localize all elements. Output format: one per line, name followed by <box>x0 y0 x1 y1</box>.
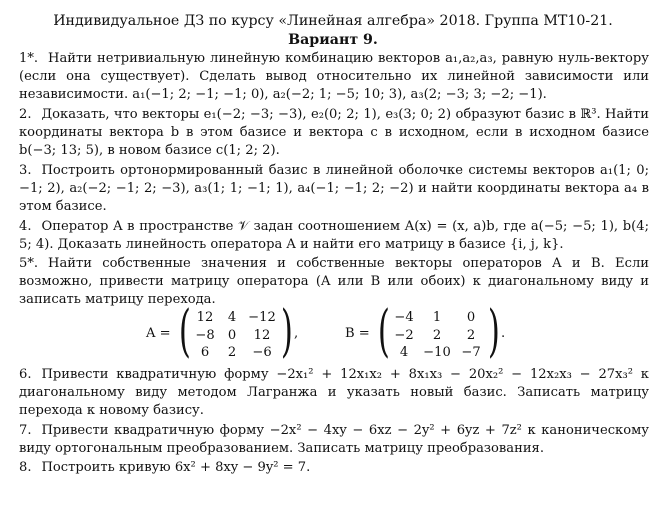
matrix-a-cell: 12 <box>253 327 271 343</box>
matrix-a-cell: 2 <box>227 345 237 360</box>
problem-2 <box>19 106 649 161</box>
right-paren: ) <box>280 299 293 364</box>
left-paren: ( <box>377 299 390 364</box>
matrices-block <box>0 299 666 364</box>
matrix-b-cell: −4 <box>394 310 414 325</box>
matrix-b-cell: −10 <box>423 345 451 360</box>
problem-text: Найти собственные значения и собственные векторы операторов A и B. Если возможно, привести матрицу оператора (A или B или обоих) к диагональному виду и записать матрицу перехода. <box>19 256 649 308</box>
problem-text: Привести квадратичную форму −2x² − 4xy − 6xz − 2y² + 6yz + 7z² к каноническому виду ортогональным преобразованием. Записать матрицу преобразования. <box>19 423 649 457</box>
matrix-a-cell: −12 <box>248 310 276 325</box>
problem-number: 8. <box>19 460 32 475</box>
problem-number: 4. <box>19 219 32 234</box>
right-paren: ) <box>487 299 500 364</box>
problem-1 <box>19 50 649 105</box>
problem-text: Построить ортонормированный базис в линейной оболочке системы векторов a₁(1; 0; −1; 2), a₂(−2; −1; 2; −3), a₃(1; 1; −1; 1), a₄(−1; −1; 2; −2) и найти координаты вектора a₄ в этом базисе. <box>19 163 649 215</box>
problem-number: 2. <box>19 107 32 122</box>
document-header: Индивидуальное ДЗ по курсу «Линейная алгебра» 2018. Группа МТ10-21. <box>53 13 613 29</box>
problem-8 <box>19 459 649 477</box>
matrix-b-cell: 1 <box>432 310 442 325</box>
matrix-a-cell: 4 <box>227 310 237 325</box>
matrix-b-label: B = <box>345 326 370 341</box>
matrix-a-grid <box>190 309 280 362</box>
matrix-a-cell: 0 <box>227 327 237 343</box>
matrix-b-cell: 2 <box>432 327 442 343</box>
matrix-a-cell: −6 <box>252 345 272 360</box>
matrix-b-cell: −7 <box>461 345 481 360</box>
variant-title: Вариант 9. <box>288 32 378 48</box>
matrix-b-cell: 0 <box>466 310 476 325</box>
problem-3 <box>19 162 649 217</box>
matrix-a-cell: 12 <box>196 310 214 325</box>
problem-text: Доказать, что векторы e₁(−2; −3; −3), e₂(0; 2; 1), e₃(3; 0; 2) образуют базис в ℝ³. Найти координаты вектора b в этом базисе и вектора c в исходном, если в исходном базисе b(−3; 13; 5), в новом базисе c(1; 2; 2). <box>19 107 649 159</box>
problem-5 <box>19 255 649 310</box>
problem-7 <box>19 422 649 458</box>
problem-number: 5*. <box>19 256 39 271</box>
matrix-b-cell: 4 <box>399 345 409 360</box>
matrix-b-cell: −2 <box>394 327 414 343</box>
matrix-b-trail: . <box>501 326 506 341</box>
matrix-a-cell: 6 <box>200 345 210 360</box>
problem-number: 7. <box>19 423 32 438</box>
problem-text: Оператор A в пространстве 𝒱 задан соотношением A(x) = (x, a)b, где a(−5; −5; 1), b(4; 5; 4). Доказать линейность оператора A и найти его матрицу в базисе {i, j, k}. <box>19 219 649 253</box>
problem-text: Построить кривую 6x² + 8xy − 9y² = 7. <box>41 460 311 475</box>
matrix-a-cell: −8 <box>195 327 215 343</box>
problem-text: Привести квадратичную форму −2x₁² + 12x₁x₂ + 8x₁x₃ − 20x₂² − 12x₂x₃ − 27x₃² к диагональному виду методом Лагранжа и указать новый базис. Записать матрицу перехода к новому базису. <box>19 367 649 419</box>
matrix-a-label: A = <box>146 326 171 341</box>
problem-6 <box>19 366 649 421</box>
matrix-b-grid <box>389 309 487 362</box>
left-paren: ( <box>178 299 191 364</box>
problem-4 <box>19 218 649 254</box>
problem-number: 1*. <box>19 51 39 66</box>
problem-number: 6. <box>19 367 32 382</box>
problem-number: 3. <box>19 163 32 178</box>
matrix-a-trail: , <box>294 326 299 341</box>
matrix-b-cell: 2 <box>466 327 476 343</box>
problem-text: Найти нетривиальную линейную комбинацию векторов a₁,a₂,a₃, равную нуль-вектору (если она существует). Сделать вывод относительно их линейной зависимости или независимости. a₁(−1; 2; −1; −1; 0), a₂(−2; 1; −5; 10; 3), a₃(2; −3; 3; −2; −1). <box>19 51 649 103</box>
